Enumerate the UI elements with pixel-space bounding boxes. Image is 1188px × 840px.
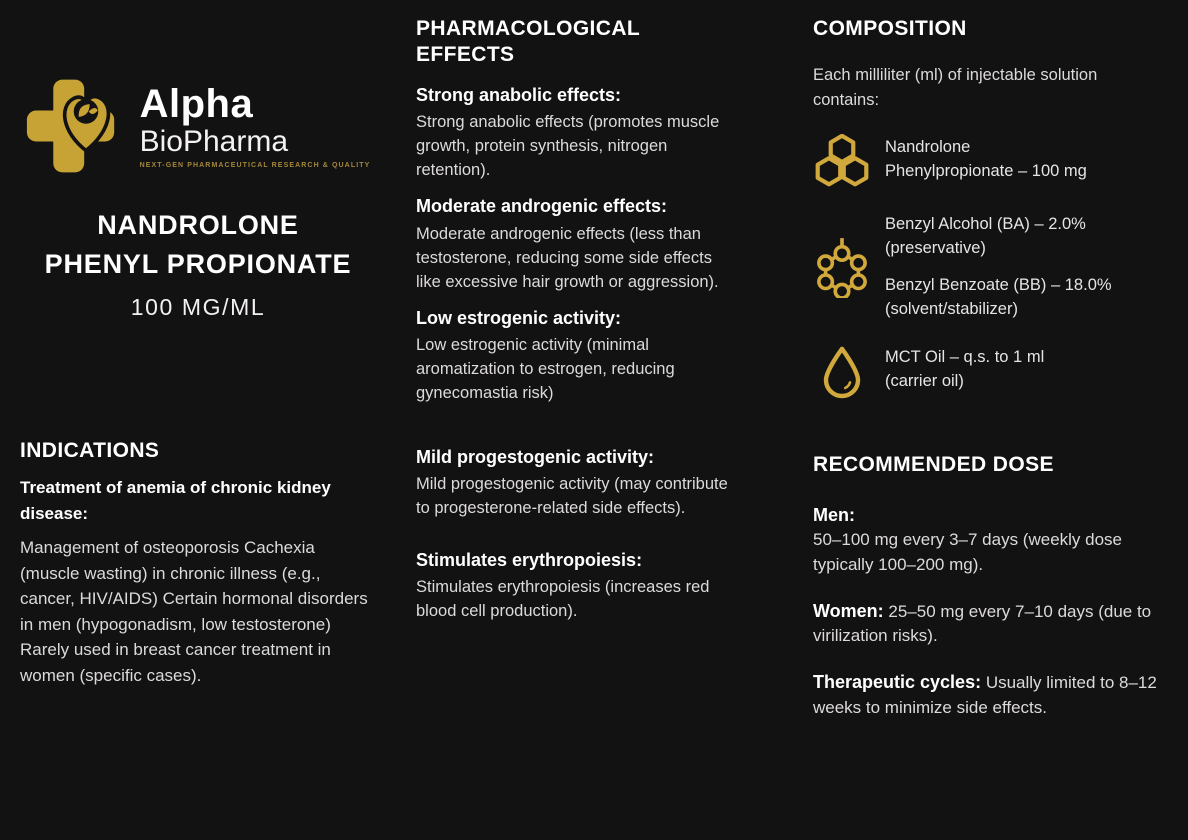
effect-mild-progestogenic bbox=[416, 446, 728, 521]
effect-strong-anabolic bbox=[416, 84, 728, 183]
brand-tagline: NEXT-GEN PHARMACEUTICAL RESEARCH & QUALITY bbox=[139, 162, 371, 169]
effect-body: Low estrogenic activity (minimal aromatization to estrogen, reducing gynecomastia risk) bbox=[416, 336, 675, 403]
brand-name-primary: Alpha bbox=[139, 82, 254, 126]
composition-item-line: Nandrolone bbox=[885, 137, 971, 156]
indications-heading: INDICATIONS bbox=[20, 439, 160, 462]
hexagons-icon bbox=[813, 134, 871, 188]
indications-body: Management of osteoporosis Cachexia (muscle wasting) in chronic illness (e.g., cancer, HIV/AIDS) Certain hormonal disorders in men (hypogonadism, low testosterone) Rarely used in breast cancer treatment in women (specific cases). bbox=[20, 538, 368, 685]
composition-item-line: Benzyl Alcohol (BA) – 2.0% bbox=[885, 214, 1086, 233]
recommended-dose-section bbox=[813, 436, 1165, 720]
effect-moderate-androgenic bbox=[416, 195, 728, 294]
composition-entry-benzyl-benzoate bbox=[885, 274, 1112, 322]
pharmacological-effects-heading: PHARMACOLOGICAL EFFECTS bbox=[416, 17, 640, 67]
brand-name-secondary: BioPharma bbox=[139, 125, 288, 158]
indications-section bbox=[20, 438, 368, 688]
effect-title: Low estrogenic activity: bbox=[416, 307, 622, 328]
right-column bbox=[813, 0, 1165, 840]
composition-item-nandrolone bbox=[813, 134, 1165, 188]
effect-body: Stimulates erythropoiesis (increases red blood cell production). bbox=[416, 577, 710, 621]
product-strength: 100 MG/ML bbox=[130, 294, 266, 321]
brand-logo bbox=[20, 76, 376, 176]
dose-women-text: 25–50 mg every 7–10 days (due to virilization risks). bbox=[813, 601, 1152, 646]
dose-cycles-text: Usually limited to 8–12 weeks to minimize side effects. bbox=[813, 673, 1157, 717]
cross-heart-leaf-icon bbox=[26, 76, 126, 176]
effect-title: Mild progestogenic activity: bbox=[416, 447, 655, 467]
pharmacological-effects-bottom bbox=[416, 446, 728, 651]
product-title bbox=[20, 206, 376, 284]
dose-men-label: Men: bbox=[813, 505, 855, 526]
left-column bbox=[20, 0, 376, 840]
product-title-line1: NANDROLONE bbox=[97, 210, 299, 240]
molecule-ring-icon bbox=[815, 234, 869, 298]
composition-entry-benzyl-alcohol bbox=[885, 213, 1112, 261]
dose-men bbox=[813, 503, 1165, 577]
pharmacological-effects-column bbox=[416, 0, 728, 840]
effect-low-estrogenic bbox=[416, 307, 728, 406]
composition-item-line: MCT Oil – q.s. to 1 ml bbox=[885, 348, 1045, 367]
composition-item-line: Benzyl Benzoate (BB) – 18.0% bbox=[885, 275, 1112, 294]
effect-stimulates-erythropoiesis bbox=[416, 549, 728, 624]
dose-women bbox=[813, 598, 1165, 649]
recommended-dose-heading: RECOMMENDED DOSE bbox=[813, 453, 1054, 476]
effect-title: Moderate androgenic effects: bbox=[416, 196, 668, 217]
effect-body: Mild progestogenic activity (may contribute to progesterone-related side effects). bbox=[416, 475, 728, 518]
composition-item-mct-oil bbox=[813, 344, 1165, 400]
effect-body: Moderate androgenic effects (less than testosterone, reducing some side effects like excessive hair growth or aggression). bbox=[416, 224, 719, 291]
indications-subheading: Treatment of anemia of chronic kidney disease: bbox=[20, 478, 331, 523]
dose-cycles-label: Therapeutic cycles: bbox=[813, 672, 982, 692]
composition-heading: COMPOSITION bbox=[813, 17, 967, 40]
brand-wordmark bbox=[140, 83, 371, 169]
composition-item-line: Phenylpropionate – 100 mg bbox=[885, 161, 1087, 180]
product-title-line2: PHENYL PROPIONATE bbox=[44, 249, 352, 280]
effect-title: Strong anabolic effects: bbox=[416, 84, 622, 105]
dose-women-label: Women: bbox=[813, 600, 884, 621]
dose-men-text: 50–100 mg every 3–7 days (weekly dose typically 100–200 mg). bbox=[813, 530, 1123, 575]
composition-items bbox=[813, 134, 1165, 401]
effect-title: Stimulates erythropoiesis: bbox=[416, 549, 643, 570]
effect-body: Strong anabolic effects (promotes muscle growth, protein synthesis, nitrogen retention). bbox=[416, 112, 720, 180]
oil-droplet-icon bbox=[818, 344, 866, 400]
composition-item-line: (solvent/stabilizer) bbox=[885, 299, 1018, 318]
composition-intro: Each milliliter (ml) of injectable solution contains: bbox=[813, 66, 1098, 109]
composition-item-line: (carrier oil) bbox=[885, 372, 964, 391]
dose-cycles bbox=[813, 669, 1165, 720]
composition-item-line: (preservative) bbox=[885, 238, 986, 257]
composition-item-benzyl bbox=[813, 211, 1165, 322]
